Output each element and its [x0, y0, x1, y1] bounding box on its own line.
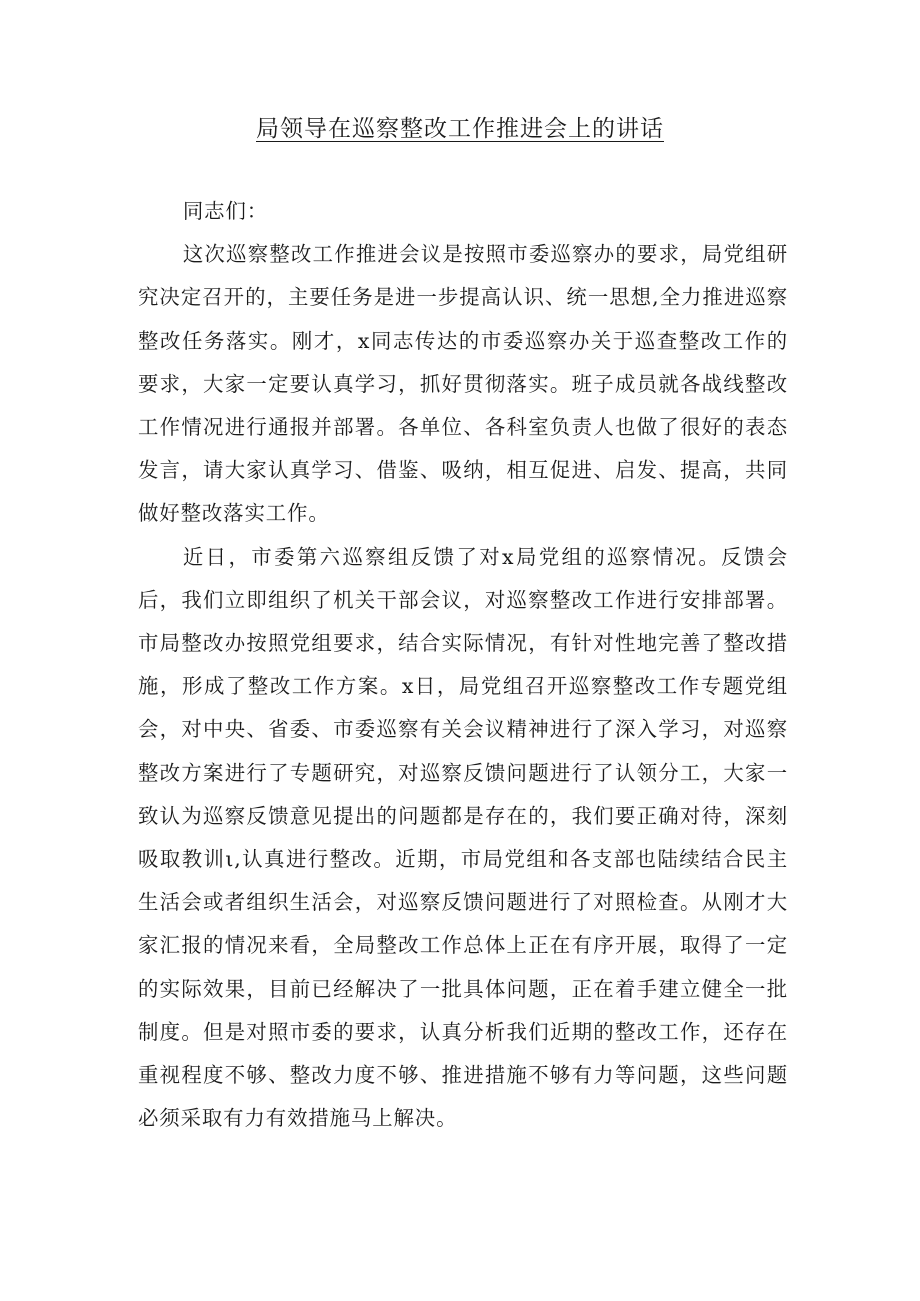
document-title-block: [0, 111, 920, 147]
paragraph-2: 近日，市委第六巡察组反馈了对x局党组的巡察情况。反馈会后，我们立即组织了机关干部会议，对巡察整改工作进行安排部署。市局整改办按照党组要求，结合实际情况，有针对性地完善了整改措施，形成了整改工作方案。x日，局党组召开巡察整改工作专题党组会，对中央、省委、市委巡察有关会议精神进行了深入学习，对巡察整改方案进行了专题研究，对巡察反馈问题进行了认领分工，大家一致认为巡察反馈意见提出的问题都是存在的，我们要正确对待，深刻吸取教训ι,认真进行整改。近期，市局党组和各支部也陆续结合民主生活会或者组织生活会，对巡察反馈问题进行了对照检查。从刚才大家汇报的情况来看，全局整改工作总体上正在有序开展，取得了一定的实际效果，目前已经解决了一批具体问题，正在着手建立健全一批制度。但是对照市委的要求，认真分析我们近期的整改工作，还存在重视程度不够、整改力度不够、推进措施不够有力等问题，这些问题必须采取有力有效措施马上解决。: [138, 544, 788, 1131]
paragraph-1: 这次巡察整改工作推进会议是按照市委巡察办的要求，局党组研究决定召开的，主要任务是进一步提高认识、统一思想,全力推进巡察整改任务落实。刚才，x同志传达的市委巡察办关于巡查整改工作的要求，大家一定要认真学习，抓好贯彻落实。班子成员就各战线整改工作情况进行通报并部署。各单位、各科室负责人也做了很好的表态发言，请大家认真学习、借鉴、吸纳，相互促进、启发、提高，共同做好整改落实工作。: [138, 242, 788, 526]
salutation: 同志们：: [182, 199, 269, 223]
document-body: [138, 190, 788, 1140]
document-title: 局领导在巡察整改工作推进会上的讲话: [256, 116, 664, 142]
